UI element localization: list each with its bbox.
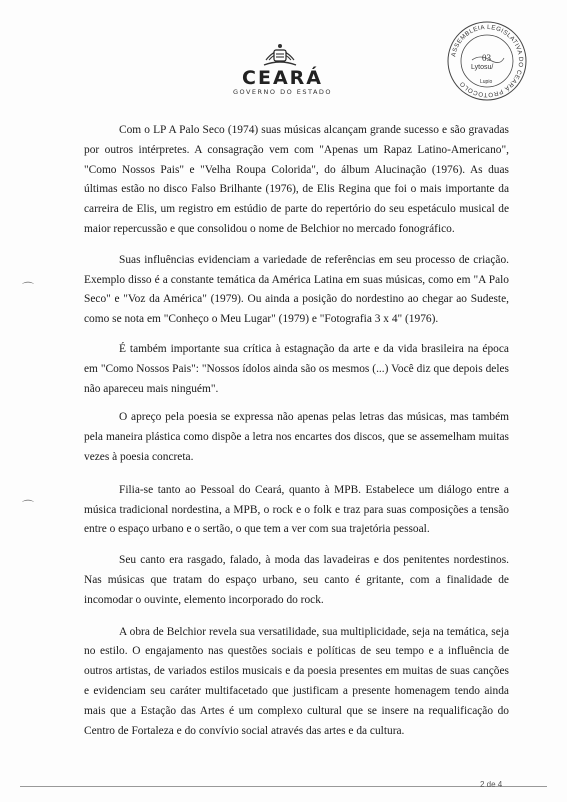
stamp-reference: Lytosu/ (471, 64, 494, 71)
paragraph: O apreço pela poesia se expressa não apenas pelas letras das músicas, mas também pela maneira plástica como dispõe a letra nos encartes dos discos, que se assemelham muitas vezes à poesia concreta. (84, 411, 509, 463)
stamp-label: Lupio (480, 79, 493, 85)
paragraph: Filia-se tanto ao Pessoal do Ceará, quanto à MPB. Estabelece um diálogo entre a música tradicional nordestina, a MPB, o rock e o folk e traz para suas composições a tensão entre o espaço urbano e o sertão, o que tem a ver com sua trajetória pessoal. (84, 483, 509, 536)
paragraph: Suas influências evidenciam a variedade de referências em seu processo de criação. Exemplo disso é a constante temática da América Latina em suas músicas, como em "A Palo Seco" e "Voz da América" (1979). Ou ainda a posição do nordestino ao chegar ao Sudeste, como se nota em "Conheço o Meu Lugar" (1979) e "Fotografia 3 x 4" (1976). (84, 253, 509, 326)
stamp-page-number: 03 (482, 53, 491, 63)
margin-hole-mark: ⌒ (22, 499, 35, 513)
state-coat-of-arms-icon (262, 40, 298, 70)
government-brand (200, 68, 365, 97)
margin-hole-mark: ⌒ (22, 281, 35, 295)
page-number: 2 de 4 (480, 780, 503, 789)
footer-divider (20, 786, 547, 787)
paragraph: Seu canto era rasgado, falado, à moda das lavadeiras e dos penitentes nordestinos. Nas músicas que tratam do espaço urbano, seu canto é gritante, com a finalidade de incomodar o ouvinte, elemento incorporado do rock. (84, 554, 509, 606)
brand-name: CEARÁ (242, 67, 323, 89)
paragraph: É também importante sua crítica à estagnação da arte e da vida brasileira na época em "Como Nossos Pais": "Nossos ídolos ainda são os mesmos (...) Você diz que depois deles não apareceu mais ninguém". (84, 342, 509, 395)
brand-subtitle: GOVERNO DO ESTADO (232, 88, 333, 96)
paragraph: Com o LP A Palo Seco (1974) suas músicas alcançam grande sucesso e são gravadas por outros intérpretes. A consagração vem com "Apenas um Rapaz Latino-Americano", "Como Nossos Pais" e "Velha Roupa Colorida", do álbum Alucinação (1976). As duas últimas estão no disco Falso Brilhante (1976), de Elis Regina que foi o mais importante da carreira de Elis, um registro em estúdio de parte do repertório do seu espetáculo musical de maior repercussão e que consolidou o nome de Belchior no mercado fonográfico. (84, 124, 509, 235)
stamp-ring-text: ASSEMBLEIA LEGISLATIVA DO CEARÁ PROTOCOLO (450, 23, 525, 99)
paragraph: A obra de Belchior revela sua versatilidade, sua multiplicidade, seja na temática, seja no estilo. O engajamento nas questões sociais e políticas de seu tempo e a influência de outros artistas, de variados estilos musicais e da poesia presentes em muitas de suas canções e evidenciam seu caráter multifacetado que justificam a presente homenagem tendo ainda mais que a Estação das Artes é um complexo cultural que se insere na requalificação do Centro de Fortaleza e do convívio social através das artes e da cultura. (84, 625, 509, 737)
document-body (84, 121, 509, 741)
